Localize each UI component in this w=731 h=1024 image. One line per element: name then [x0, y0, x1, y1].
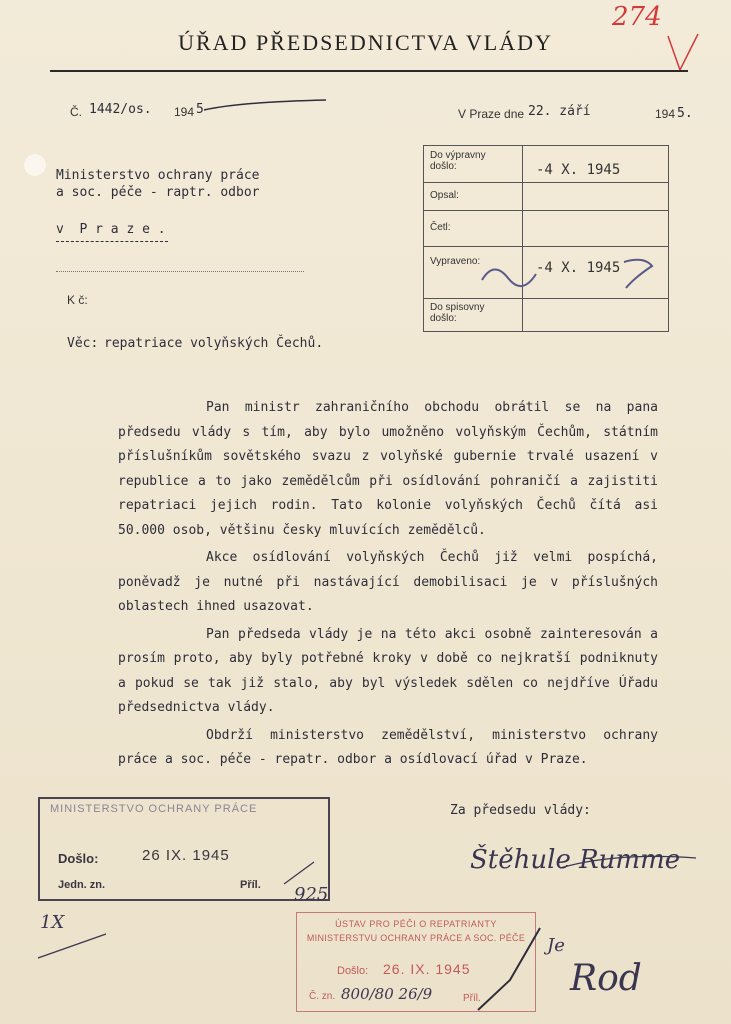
- receipt-ref-label: Jedn. zn.: [58, 879, 106, 891]
- place-year-prefix: 194: [655, 107, 676, 121]
- margin-note-1x: 1X: [40, 912, 65, 933]
- subject-label: Věc:: [67, 336, 99, 351]
- dispatch-row-label: Četl:: [430, 222, 451, 233]
- ref-year-prefix: 194: [174, 105, 195, 119]
- margin-note-rod: Rod: [570, 958, 642, 999]
- dispatch-row-label: Vypraveno:: [430, 256, 481, 267]
- recipient-line2: a soc. péče - raptr. odbor: [56, 185, 260, 200]
- ref-number-value: 1442/os.: [89, 102, 152, 117]
- red-stamp-ref-value: 800/80 26/9: [341, 985, 433, 1003]
- place-year-suffix: 5.: [677, 106, 693, 121]
- page-number-handwritten: 274: [612, 2, 662, 32]
- letter-body: [118, 396, 658, 773]
- recipient-line1: Ministerstvo ochrany práce: [56, 168, 260, 183]
- dispatch-row-label: Do spisovny došlo:: [430, 302, 485, 324]
- dispatch-row-label: Opsal:: [430, 190, 459, 201]
- address-dotted-line: [56, 271, 304, 272]
- kc-label: K č:: [67, 293, 88, 307]
- red-stamp-received-label: Došlo:: [337, 965, 369, 977]
- letterhead-rule: [50, 70, 688, 72]
- red-stamp-attachments-label: Příl.: [463, 993, 481, 1004]
- dispatch-row-value: -4 X. 1945: [536, 260, 621, 276]
- punch-hole: [24, 154, 46, 176]
- body-paragraph: Pan ministr zahraničního obchodu obrátil se na pana předsedu vlády s tím, aby bylo umožněno volyňským Čechům, státním příslušníkům sovětského svazu z volyňské gubernie trvalé usazení v republice a to jako zemědělcům při osídlování pohraničí a zajistiti repatriaci jejich rodin. Tato kolonie volyňských Čechů čítá asi 50.000 osob, většinu česky mluvících zemědělců.: [118, 400, 658, 538]
- signature-for-label: Za předsedu vlády:: [450, 803, 591, 818]
- margin-stroke: [36, 928, 116, 964]
- body-paragraph: Akce osídlování volyňských Čechů již velmi pospíchá, poněvadž je nutné při nastávající demobilisaci je v příslušných oblastech ihned usazovat.: [118, 550, 658, 614]
- receipt-received-value: 26 IX. 1945: [142, 847, 230, 864]
- margin-tick: [280, 858, 320, 888]
- city-underline: [56, 241, 168, 242]
- letterhead-title: ÚŘAD PŘEDSEDNICTVA VLÁDY: [178, 30, 553, 55]
- handwritten-signature: Štěhule Rumme: [470, 845, 681, 875]
- place-date: 22. září: [528, 104, 591, 119]
- margin-note-initials: Je: [547, 935, 565, 956]
- body-paragraph: Obdrží ministerstvo zemědělství, ministerstvo ochrany práce a soc. péče - repatr. odbor a osídlovací úřad v Praze.: [118, 727, 658, 767]
- check-mark: [470, 920, 560, 1020]
- receipt-attachments-label: Příl.: [240, 879, 261, 891]
- place-label: V Praze dne: [458, 107, 525, 121]
- dispatch-stamp: [423, 145, 669, 332]
- dispatch-stamp-divider: [522, 146, 523, 331]
- recipient-city: v P r a z e .: [56, 222, 166, 237]
- receipt-stamp-title: MINISTERSTVO OCHRANY PRÁCE: [50, 803, 258, 815]
- red-stamp-received-value: 26. IX. 1945: [383, 961, 471, 977]
- subject-text: repatriace volyňských Čechů.: [104, 336, 324, 351]
- receipt-received-label: Došlo:: [58, 851, 99, 866]
- margin-note-925: 925: [294, 884, 329, 905]
- dispatch-row-value: -4 X. 1945: [536, 162, 621, 178]
- red-stamp-line1: ÚSTAV PRO PÉČI O REPATRIANTY: [335, 919, 497, 929]
- dispatch-row-label: Do výpravny došlo:: [430, 150, 486, 172]
- ref-number-label: Č.: [70, 105, 82, 119]
- signature-stroke: [556, 848, 706, 878]
- ref-year-suffix: 5: [196, 102, 204, 117]
- handwritten-marks: [474, 248, 664, 296]
- handwritten-dash: [200, 96, 330, 116]
- red-stamp-ref-label: Č. zn.: [309, 991, 336, 1002]
- body-paragraph: Pan předseda vlády je na této akci osobně zainteresován a prosím proto, aby byly potřebné kroky v době co nejkratší podniknuty a pokud se tak již stalo, aby byl výsledek sdělen co nejdříve Úřadu předsednictva vlády.: [118, 626, 658, 715]
- red-stamp-line2: MINISTERSTVU OCHRANY PRÁCE A SOC. PÉČE: [306, 933, 526, 943]
